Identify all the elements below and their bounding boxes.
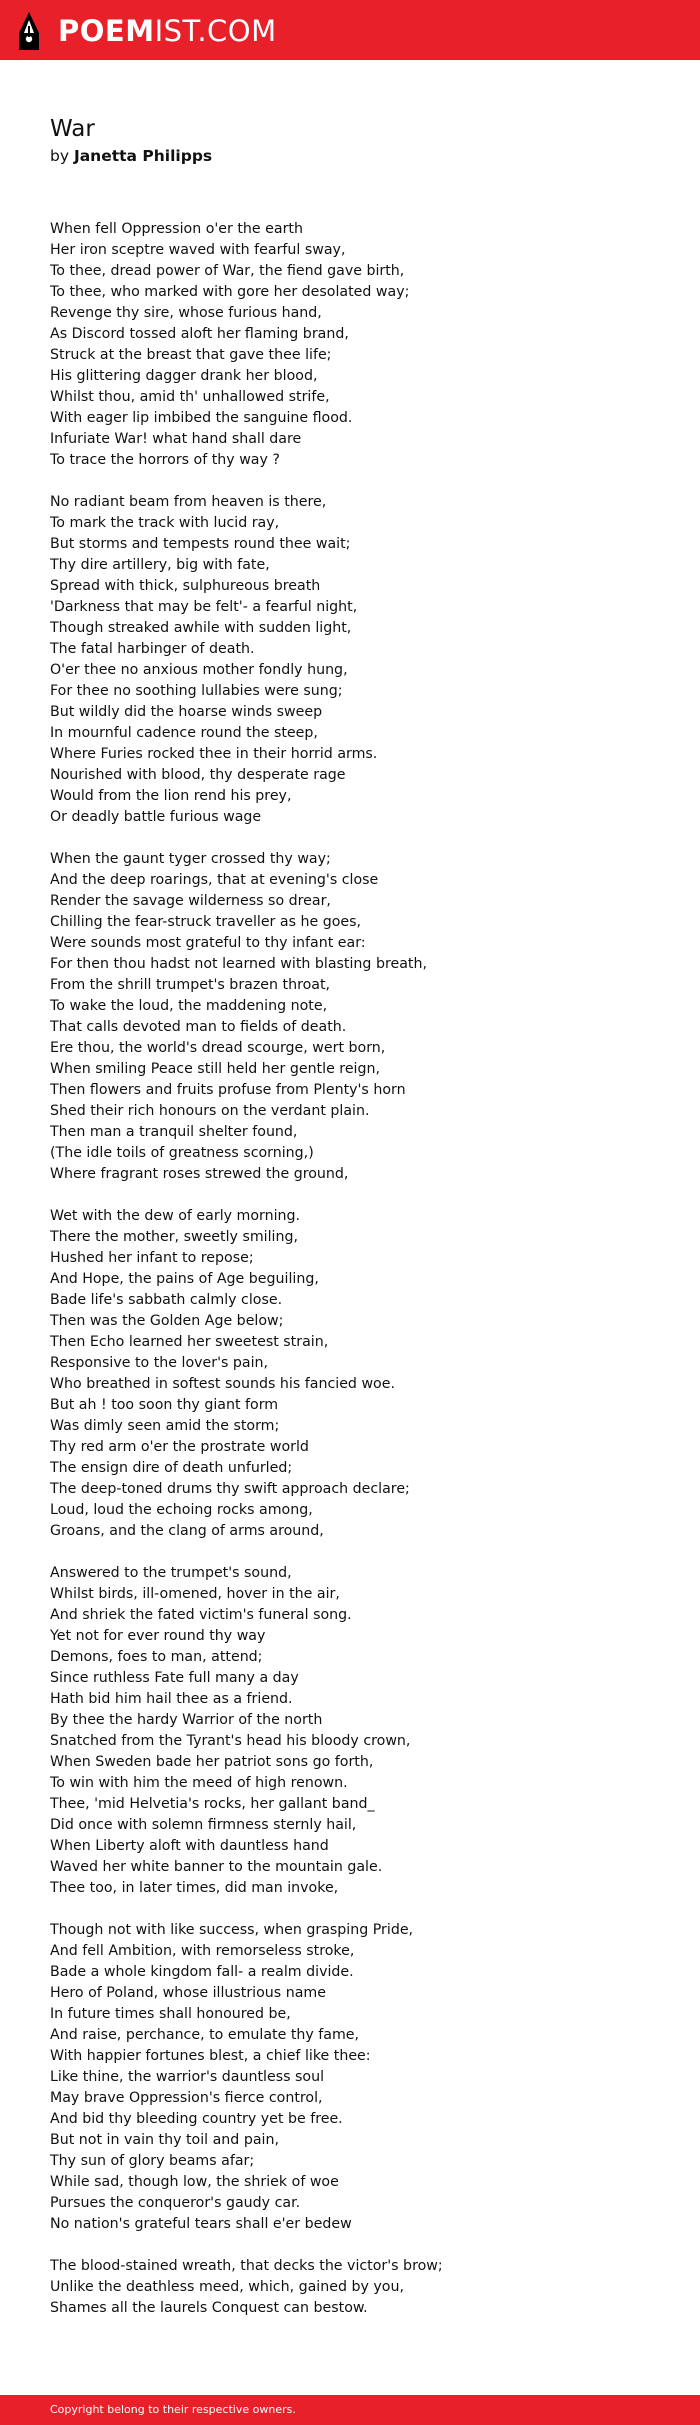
poem-line: To thee, dread power of War, the fiend gave birth, [50,263,405,279]
poem-line: Nourished with blood, thy desperate rage [50,767,346,783]
poem-line: To win with him the meed of high renown. [50,1775,348,1791]
poem-line: And the deep roarings, that at evening's close [50,872,379,888]
poem-line: Unlike the deathless meed, which, gained by you, [50,2279,404,2295]
poem-line: In mournful cadence round the steep, [50,725,318,741]
poem-line: When fell Oppression o'er the earth [50,221,303,237]
poem-line: And fell Ambition, with remorseless stroke, [50,1943,355,1959]
poem-line: While sad, though low, the shriek of woe [50,2174,339,2190]
by-label: by [50,147,74,165]
poem-stanza [50,2256,670,2319]
poem-line: To trace the horrors of thy way ? [50,452,280,468]
poem-line: Demons, foes to man, attend; [50,1649,263,1665]
poem-line: The ensign dire of death unfurled; [50,1460,293,1476]
poem-line: Though not with like success, when grasping Pride, [50,1922,414,1938]
poem-line: Then Echo learned her sweetest strain, [50,1334,329,1350]
poem-line: Bade a whole kingdom fall- a realm divide. [50,1964,354,1980]
poem-line: For thee no soothing lullabies were sung; [50,683,343,699]
poem-line: And raise, perchance, to emulate thy fame, [50,2027,360,2043]
poem-stanza [50,492,670,828]
poem-line: Or deadly battle furious wage [50,809,262,825]
poem-line: Bade life's sabbath calmly close. [50,1292,283,1308]
poem-line: As Discord tossed aloft her flaming brand, [50,326,349,342]
poem-line: That calls devoted man to fields of death. [50,1019,347,1035]
poem-line: To thee, who marked with gore her desolated way; [50,284,410,300]
copyright-notice: Copyright belong to their respective owners. [50,2403,296,2416]
poem-line: O'er thee no anxious mother fondly hung, [50,662,348,678]
poem-line: There the mother, sweetly smiling, [50,1229,298,1245]
poem-line: By thee the hardy Warrior of the north [50,1712,323,1728]
poem-line: Since ruthless Fate full many a day [50,1670,299,1686]
poem-line: Shed their rich honours on the verdant plain. [50,1103,370,1119]
poem-line: Would from the lion rend his prey, [50,788,292,804]
poem-line: Hero of Poland, whose illustrious name [50,1985,326,2001]
poem-line: Where fragrant roses strewed the ground, [50,1166,349,1182]
poem-line: Then man a tranquil shelter found, [50,1124,298,1140]
brand-name-light: IST.COM [154,14,277,48]
poem-stanza [50,1563,670,1899]
poem-line: Spread with thick, sulphureous breath [50,578,321,594]
poem-line: Who breathed in softest sounds his fancied woe. [50,1376,395,1392]
poem-line: (The idle toils of greatness scorning,) [50,1145,314,1161]
poem-line: Yet not for ever round thy way [50,1628,266,1644]
poem-line: Were sounds most grateful to thy infant ear: [50,935,366,951]
poem-line: Snatched from the Tyrant's head his bloody crown, [50,1733,411,1749]
site-logo[interactable] [16,11,277,51]
poem-line: Ere thou, the world's dread scourge, wert born, [50,1040,386,1056]
poem-line: His glittering dagger drank her blood, [50,368,318,384]
poem-line: Answered to the trumpet's sound, [50,1565,292,1581]
poem-line: When Sweden bade her patriot sons go forth, [50,1754,374,1770]
poem-line: Shames all the laurels Conquest can bestow. [50,2300,368,2316]
poem-line: Struck at the breast that gave thee life; [50,347,332,363]
poem-line: Thy dire artillery, big with fate, [50,557,270,573]
poem-title: War [50,116,95,142]
poem-line: Pursues the conqueror's gaudy car. [50,2195,301,2211]
poem-line: Infuriate War! what hand shall dare [50,431,302,447]
poem-line: But wildly did the hoarse winds sweep [50,704,323,720]
poem-line: When smiling Peace still held her gentle reign, [50,1061,381,1077]
poem-line: May brave Oppression's fierce control, [50,2090,323,2106]
poem-line: Waved her white banner to the mountain gale. [50,1859,383,1875]
site-header [0,0,700,60]
pen-nib-icon [16,11,42,51]
poem-line: Like thine, the warrior's dauntless soul [50,2069,325,2085]
poem-body [50,219,670,2319]
poem-line: Wet with the dew of early morning. [50,1208,301,1224]
poem-line: Thee, 'mid Helvetia's rocks, her gallant band_ [50,1796,375,1812]
poem-line: Did once with solemn firmness sternly hail, [50,1817,357,1833]
poem-line: Responsive to the lover's pain, [50,1355,269,1371]
poem-stanza [50,219,670,471]
poem-line: Then was the Golden Age below; [50,1313,284,1329]
poem-line: Whilst birds, ill-omened, hover in the air, [50,1586,340,1602]
poem-line: No nation's grateful tears shall e'er bedew [50,2216,352,2232]
poem-line: 'Darkness that may be felt'- a fearful night, [50,599,358,615]
author-name[interactable]: Janetta Philipps [73,147,213,165]
poem-line: Thy red arm o'er the prostrate world [50,1439,309,1455]
poem-line: Hath bid him hail thee as a friend. [50,1691,293,1707]
poem-line: From the shrill trumpet's brazen throat, [50,977,331,993]
poem-line: But ah ! too soon thy giant form [50,1397,279,1413]
poem-line: The deep-toned drums thy swift approach declare; [50,1481,410,1497]
poem-line: And Hope, the pains of Age beguiling, [50,1271,319,1287]
poem-line: Though streaked awhile with sudden light, [50,620,352,636]
poem-line: Then flowers and fruits profuse from Plenty's horn [50,1082,406,1098]
poem-line: Thee too, in later times, did man invoke, [50,1880,339,1896]
poem-line: To mark the track with lucid ray, [50,515,280,531]
poem-line: Render the savage wilderness so drear, [50,893,331,909]
poem-line: Where Furies rocked thee in their horrid arms. [50,746,378,762]
poem-stanza [50,1920,670,2235]
poem-line: When the gaunt tyger crossed thy way; [50,851,331,867]
poem-line: Hushed her infant to repose; [50,1250,254,1266]
poem-stanza [50,1206,670,1542]
poem-line: And bid thy bleeding country yet be free. [50,2111,343,2127]
poem-line: With happier fortunes blest, a chief like thee: [50,2048,371,2064]
site-footer [0,2395,700,2425]
poem-line: Groans, and the clang of arms around, [50,1523,324,1539]
brand-name-bold: POEM [58,14,155,48]
poem-line: Chilling the fear-struck traveller as he goes, [50,914,362,930]
poem-line: To wake the loud, the maddening note, [50,998,328,1014]
poem-line: With eager lip imbibed the sanguine flood. [50,410,353,426]
brand-name [58,11,277,51]
poem-line: Loud, loud the echoing rocks among, [50,1502,313,1518]
poem-line: Revenge thy sire, whose furious hand, [50,305,322,321]
poem-line: Thy sun of glory beams afar; [50,2153,255,2169]
poem-line: Whilst thou, amid th' unhallowed strife, [50,389,330,405]
poem-line: But not in vain thy toil and pain, [50,2132,279,2148]
poem-stanza [50,849,670,1185]
poem-line: And shriek the fated victim's funeral song. [50,1607,352,1623]
poem-line: Was dimly seen amid the storm; [50,1418,280,1434]
poem-line: But storms and tempests round thee wait; [50,536,351,552]
byline [50,147,212,165]
poem-line: Her iron sceptre waved with fearful sway, [50,242,346,258]
poem-line: In future times shall honoured be, [50,2006,291,2022]
poem-line: The fatal harbinger of death. [50,641,255,657]
poem-line: The blood-stained wreath, that decks the victor's brow; [50,2258,443,2274]
poem-line: No radiant beam from heaven is there, [50,494,327,510]
poem-line: When Liberty aloft with dauntless hand [50,1838,329,1854]
poem-line: For then thou hadst not learned with blasting breath, [50,956,427,972]
